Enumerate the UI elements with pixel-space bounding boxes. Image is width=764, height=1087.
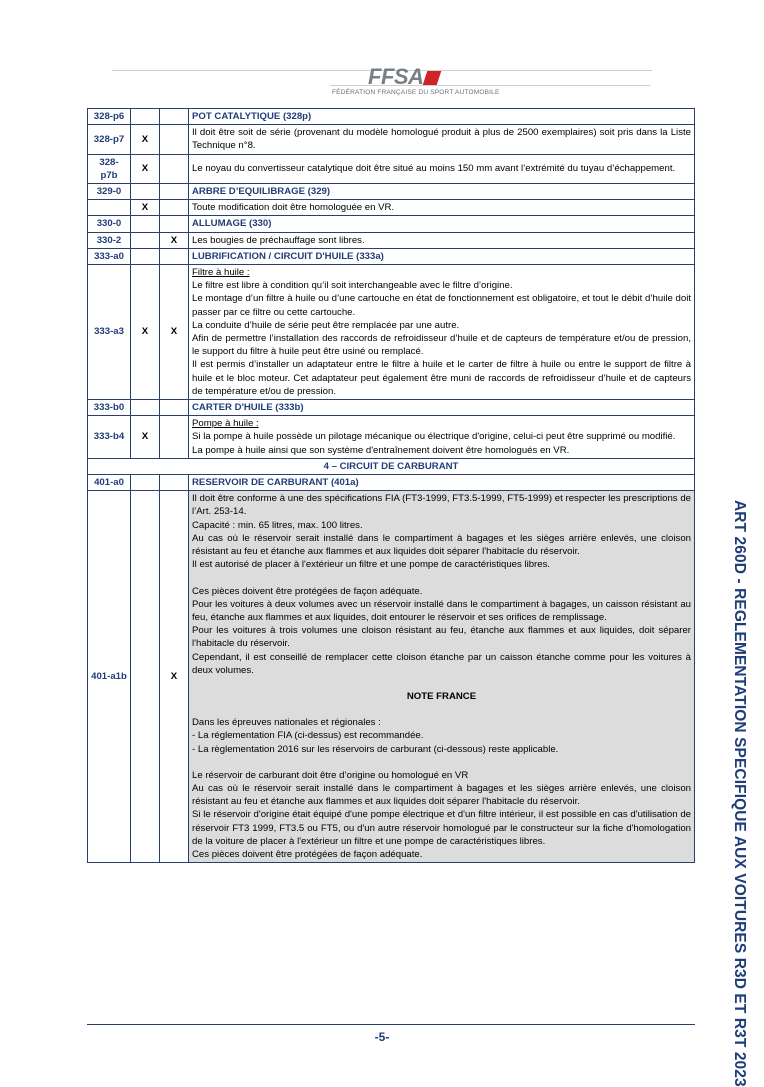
mark-col-1: X <box>131 125 160 154</box>
article-heading: ARBRE D’EQUILIBRAGE (329) <box>189 184 695 200</box>
side-title: ART 260D - REGLEMENTATION SPECIFIQUE AUX VOITURES R3D ET R3T 2023 <box>731 500 748 1087</box>
paragraph-line: Le réservoir de carburant doit être d’origine ou homologué en VR <box>192 769 469 781</box>
article-heading: CARTER D'HUILE (333b) <box>189 400 695 416</box>
paragraph-gap <box>192 756 691 769</box>
article-text <box>189 265 695 400</box>
article-text: Les bougies de préchauffage sont libres. <box>189 232 695 248</box>
note-france-title: NOTE FRANCE <box>406 690 477 702</box>
paragraph-line: La pompe à huile ainsi que son système d'entraînement doivent être homologués en VR. <box>192 444 570 456</box>
paragraph-line: Si le réservoir d'origine était équipé d'une pompe électrique et d'un filtre intérieur, il est possible en cas d'utilisation de réservoir FT3 1999, FT3.5 ou FT5, ou d'un autre réservoir homologué par le constructeur sur la fiche d'homologation de la voiture de placer à l'extérieur un filtre et une pompe de caractéristiques libres. <box>192 809 691 847</box>
regulation-table <box>87 108 695 863</box>
section-row <box>88 458 695 474</box>
paragraph-title: Pompe à huile : <box>192 418 259 430</box>
mark-col-2: X <box>160 265 189 400</box>
mark-col-1 <box>131 248 160 264</box>
mark-col-2 <box>160 475 189 491</box>
article-ref: 333-b4 <box>88 416 131 459</box>
table-row <box>88 248 695 264</box>
paragraph-line: Dans les épreuves nationales et régionales : <box>192 717 381 729</box>
mark-col-1: X <box>131 200 160 216</box>
paragraph-line: Il doit être conforme à une des spécifications FIA (FT3-1999, FT3.5-1999, FT5-1999) et respecter les prescriptions de l’Art. 253-14. <box>192 493 691 518</box>
article-ref: 328-p7 <box>88 125 131 154</box>
table-row <box>88 491 695 863</box>
paragraph-gap <box>192 703 691 716</box>
article-ref: 330-2 <box>88 232 131 248</box>
paragraph-line: La conduite d’huile de série peut être remplacée par une autre. <box>192 319 460 331</box>
mark-col-2 <box>160 184 189 200</box>
mark-col-1: X <box>131 416 160 459</box>
mark-col-2: X <box>160 232 189 248</box>
table-row <box>88 125 695 154</box>
table-row <box>88 109 695 125</box>
paragraph-title: Filtre à huile : <box>192 267 250 279</box>
paragraph-line: Le montage d’un filtre à huile ou d’une cartouche en état de fonctionnement est obligatoire, et tout le débit d’huile doit passer par ce filtre ou cette cartouche. <box>192 293 691 318</box>
mark-col-2 <box>160 154 189 183</box>
mark-col-2 <box>160 416 189 459</box>
table-row <box>88 416 695 459</box>
mark-col-1 <box>131 109 160 125</box>
article-ref: 401-a0 <box>88 475 131 491</box>
mark-col-1 <box>131 475 160 491</box>
article-heading: POT CATALYTIQUE (328p) <box>189 109 695 125</box>
article-heading: LUBRIFICATION / CIRCUIT D'HUILE (333a) <box>189 248 695 264</box>
article-text <box>189 416 695 459</box>
table-row <box>88 400 695 416</box>
article-text: Le noyau du convertisseur catalytique doit être situé au moins 150 mm avant l’extrémité du tuyau d’échappement. <box>189 154 695 183</box>
paragraph-line: Il est autorisé de placer à l'extérieur un filtre et une pompe de caractéristiques libres. <box>192 559 551 571</box>
paragraph-line: Si la pompe à huile possède un pilotage mécanique ou électrique d'origine, celui-ci peut être supprimé ou modifié. <box>192 431 676 443</box>
article-heading: ALLUMAGE (330) <box>189 216 695 232</box>
article-heading: RESERVOIR DE CARBURANT (401a) <box>189 475 695 491</box>
mark-col-1 <box>131 184 160 200</box>
logo-flag-icon <box>423 71 442 85</box>
paragraph-line: Ces pièces doivent être protégées de façon adéquate. <box>192 848 423 860</box>
paragraph-line: Afin de permettre l’installation des raccords de refroidisseur d’huile et de capteurs de température et/ou de pression, le support du filtre à huile peut être usiné ou remplacé. <box>192 333 691 358</box>
section-title: 4 – CIRCUIT DE CARBURANT <box>88 458 695 474</box>
mark-col-2 <box>160 109 189 125</box>
article-ref: 333-b0 <box>88 400 131 416</box>
paragraph-line: Il est permis d’installer un adaptateur entre le filtre à huile et le carter de filtre à huile ou entre le support de filtre à huile et le bloc moteur. Cet adaptateur peut également être muni de raccords de refroidisseur d’huile et de capteurs de température et/ou de pression. <box>192 359 691 397</box>
article-ref: 330-0 <box>88 216 131 232</box>
mark-col-1 <box>131 216 160 232</box>
article-ref: 329-0 <box>88 184 131 200</box>
article-ref: 401-a1b <box>88 491 131 863</box>
paragraph-gap <box>192 572 691 585</box>
paragraph-gap <box>192 677 691 690</box>
paragraph-line: Ces pièces doivent être protégées de façon adéquate. <box>192 585 423 597</box>
article-text: Toute modification doit être homologuée en VR. <box>189 200 695 216</box>
article-text: Il doit être soit de série (provenant du modèle homologué produit à plus de 2500 exemplaires) soit pris dans la Liste Technique n°8. <box>189 125 695 154</box>
paragraph-line: Au cas où le réservoir serait installé dans le compartiment à bagages et les sièges arrière enlevés, une cloison résistant au feu et étanche aux flammes et aux liquides doit séparer l'habitacle du réservoir. <box>192 782 691 808</box>
table-row <box>88 216 695 232</box>
paragraph-line: Le filtre est libre à condition qu’il soit interchangeable avec le filtre d’origine. <box>192 280 513 292</box>
article-ref: 333-a0 <box>88 248 131 264</box>
paragraph-line: Cependant, il est conseillé de remplacer cette cloison étanche par un caisson étanche comme pour les voitures à deux volumes. <box>192 651 691 676</box>
paragraph-line: - La réglementation FIA (ci-dessus) est recommandée. <box>192 730 424 742</box>
mark-col-2 <box>160 400 189 416</box>
mark-col-1 <box>131 400 160 416</box>
mark-col-2: X <box>160 491 189 863</box>
ffsa-logo: FFSA <box>368 64 439 90</box>
side-title-band <box>718 500 758 1087</box>
article-ref: 328-p7b <box>88 154 131 183</box>
mark-col-2 <box>160 200 189 216</box>
paragraph-line: - La règlementation 2016 sur les réservoirs de carburant (ci-dessous) reste applicable. <box>192 743 559 755</box>
footer-rule <box>87 1024 695 1025</box>
mark-col-2 <box>160 248 189 264</box>
paragraph-line: Pour les voitures à deux volumes avec un réservoir installé dans le compartiment à bagages, un caisson résistant au feu, étanche aux flammes et aux liquides, doit entourer le réservoir et ses orifices de remplissage. <box>192 598 691 623</box>
table-row <box>88 200 695 216</box>
paragraph-line: Pour les voitures à trois volumes une cloison résistant au feu, étanche aux flammes et aux liquides, doit séparer l'habitacle du réservoir. <box>192 625 691 650</box>
mark-col-1: X <box>131 154 160 183</box>
table-row <box>88 475 695 491</box>
table-row <box>88 265 695 400</box>
mark-col-2 <box>160 125 189 154</box>
mark-col-2 <box>160 216 189 232</box>
mark-col-1 <box>131 232 160 248</box>
table-row <box>88 154 695 183</box>
page-number: -5- <box>374 1030 390 1044</box>
mark-col-1 <box>131 491 160 863</box>
federation-name: FÉDÉRATION FRANÇAISE DU SPORT AUTOMOBILE <box>332 89 500 96</box>
paragraph-line: Capacité : min. 65 litres, max. 100 litres. <box>192 519 363 531</box>
article-ref: 333-a3 <box>88 265 131 400</box>
table-row <box>88 184 695 200</box>
article-text <box>189 491 695 863</box>
mark-col-1: X <box>131 265 160 400</box>
table-row <box>88 232 695 248</box>
paragraph-line: Au cas où le réservoir serait installé dans le compartiment à bagages et les sièges arrière enlevés, une cloison résistant au feu et étanche aux flammes et aux liquides doit séparer l'habitacle du réservoir. <box>192 532 691 558</box>
article-ref <box>88 200 131 216</box>
article-ref: 328-p6 <box>88 109 131 125</box>
